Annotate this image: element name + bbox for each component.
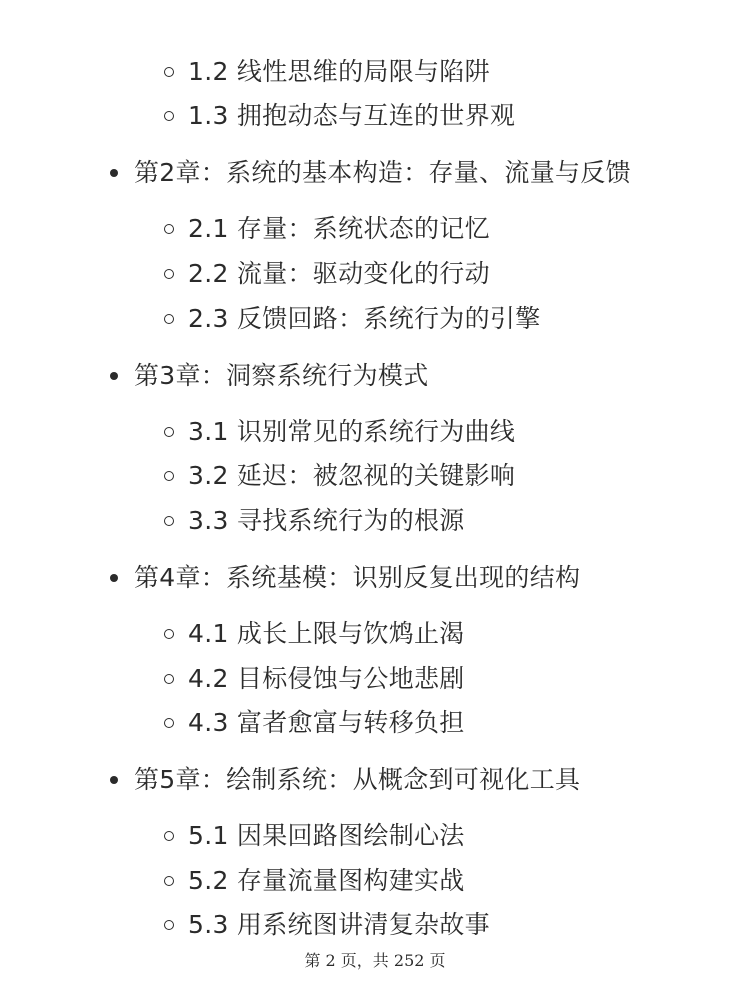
hollow-circle-bullet-icon bbox=[164, 269, 174, 279]
toc-chapter-item bbox=[134, 765, 580, 795]
toc-item-label: 1.3 拥抱动态与互连的世界观 bbox=[188, 101, 516, 130]
toc-item-label: 2.1 存量：系统状态的记忆 bbox=[188, 214, 490, 243]
toc-item-label: 第3章：洞察系统行为模式 bbox=[134, 361, 429, 390]
toc-section-item bbox=[188, 910, 490, 940]
toc-section-item bbox=[188, 417, 515, 447]
toc-item-label: 2.3 反馈回路：系统行为的引擎 bbox=[188, 304, 541, 333]
toc-item-label: 2.2 流量：驱动变化的行动 bbox=[188, 259, 490, 288]
hollow-circle-bullet-icon bbox=[164, 67, 174, 77]
hollow-circle-bullet-icon bbox=[164, 471, 174, 481]
hollow-circle-bullet-icon bbox=[164, 314, 174, 324]
filled-circle-bullet-icon bbox=[110, 574, 118, 582]
toc-section-item bbox=[188, 708, 465, 738]
toc-item-label: 1.2 线性思维的局限与陷阱 bbox=[188, 57, 490, 86]
toc-section-item bbox=[188, 664, 465, 694]
toc-item-label: 第5章：绘制系统：从概念到可视化工具 bbox=[134, 765, 581, 794]
hollow-circle-bullet-icon bbox=[164, 718, 174, 728]
page-number-footer: 第 2 页，共 252 页 bbox=[304, 951, 446, 970]
filled-circle-bullet-icon bbox=[110, 372, 118, 380]
toc-section-item bbox=[188, 506, 465, 536]
toc-item-label: 4.2 目标侵蚀与公地悲剧 bbox=[188, 664, 465, 693]
hollow-circle-bullet-icon bbox=[164, 224, 174, 234]
hollow-circle-bullet-icon bbox=[164, 516, 174, 526]
toc-section-item bbox=[188, 259, 490, 289]
toc-item-label: 第2章：系统的基本构造：存量、流量与反馈 bbox=[134, 158, 631, 187]
toc-item-label: 4.3 富者愈富与转移负担 bbox=[188, 708, 465, 737]
toc-item-label: 3.1 识别常见的系统行为曲线 bbox=[188, 417, 516, 446]
toc-item-label: 4.1 成长上限与饮鸩止渴 bbox=[188, 619, 465, 648]
hollow-circle-bullet-icon bbox=[164, 674, 174, 684]
toc-section-item bbox=[188, 57, 490, 87]
hollow-circle-bullet-icon bbox=[164, 920, 174, 930]
toc-section-item bbox=[188, 866, 465, 896]
toc-item-label: 3.3 寻找系统行为的根源 bbox=[188, 506, 465, 535]
toc-section-item bbox=[188, 304, 541, 334]
toc-section-item bbox=[188, 101, 515, 131]
toc-chapter-item bbox=[134, 563, 580, 593]
hollow-circle-bullet-icon bbox=[164, 876, 174, 886]
hollow-circle-bullet-icon bbox=[164, 629, 174, 639]
toc-section-item bbox=[188, 619, 465, 649]
hollow-circle-bullet-icon bbox=[164, 831, 174, 841]
hollow-circle-bullet-icon bbox=[164, 427, 174, 437]
toc-section-item bbox=[188, 214, 490, 244]
toc-item-label: 5.2 存量流量图构建实战 bbox=[188, 866, 465, 895]
filled-circle-bullet-icon bbox=[110, 169, 118, 177]
toc-section-item bbox=[188, 461, 515, 491]
toc-item-label: 5.1 因果回路图绘制心法 bbox=[188, 821, 465, 850]
toc-chapter-item bbox=[134, 361, 429, 391]
hollow-circle-bullet-icon bbox=[164, 111, 174, 121]
toc-item-label: 5.3 用系统图讲清复杂故事 bbox=[188, 910, 490, 939]
toc-item-label: 3.2 延迟：被忽视的关键影响 bbox=[188, 461, 516, 490]
toc-item-label: 第4章：系统基模：识别反复出现的结构 bbox=[134, 563, 581, 592]
toc-chapter-item bbox=[134, 158, 631, 188]
toc-section-item bbox=[188, 821, 465, 851]
filled-circle-bullet-icon bbox=[110, 776, 118, 784]
